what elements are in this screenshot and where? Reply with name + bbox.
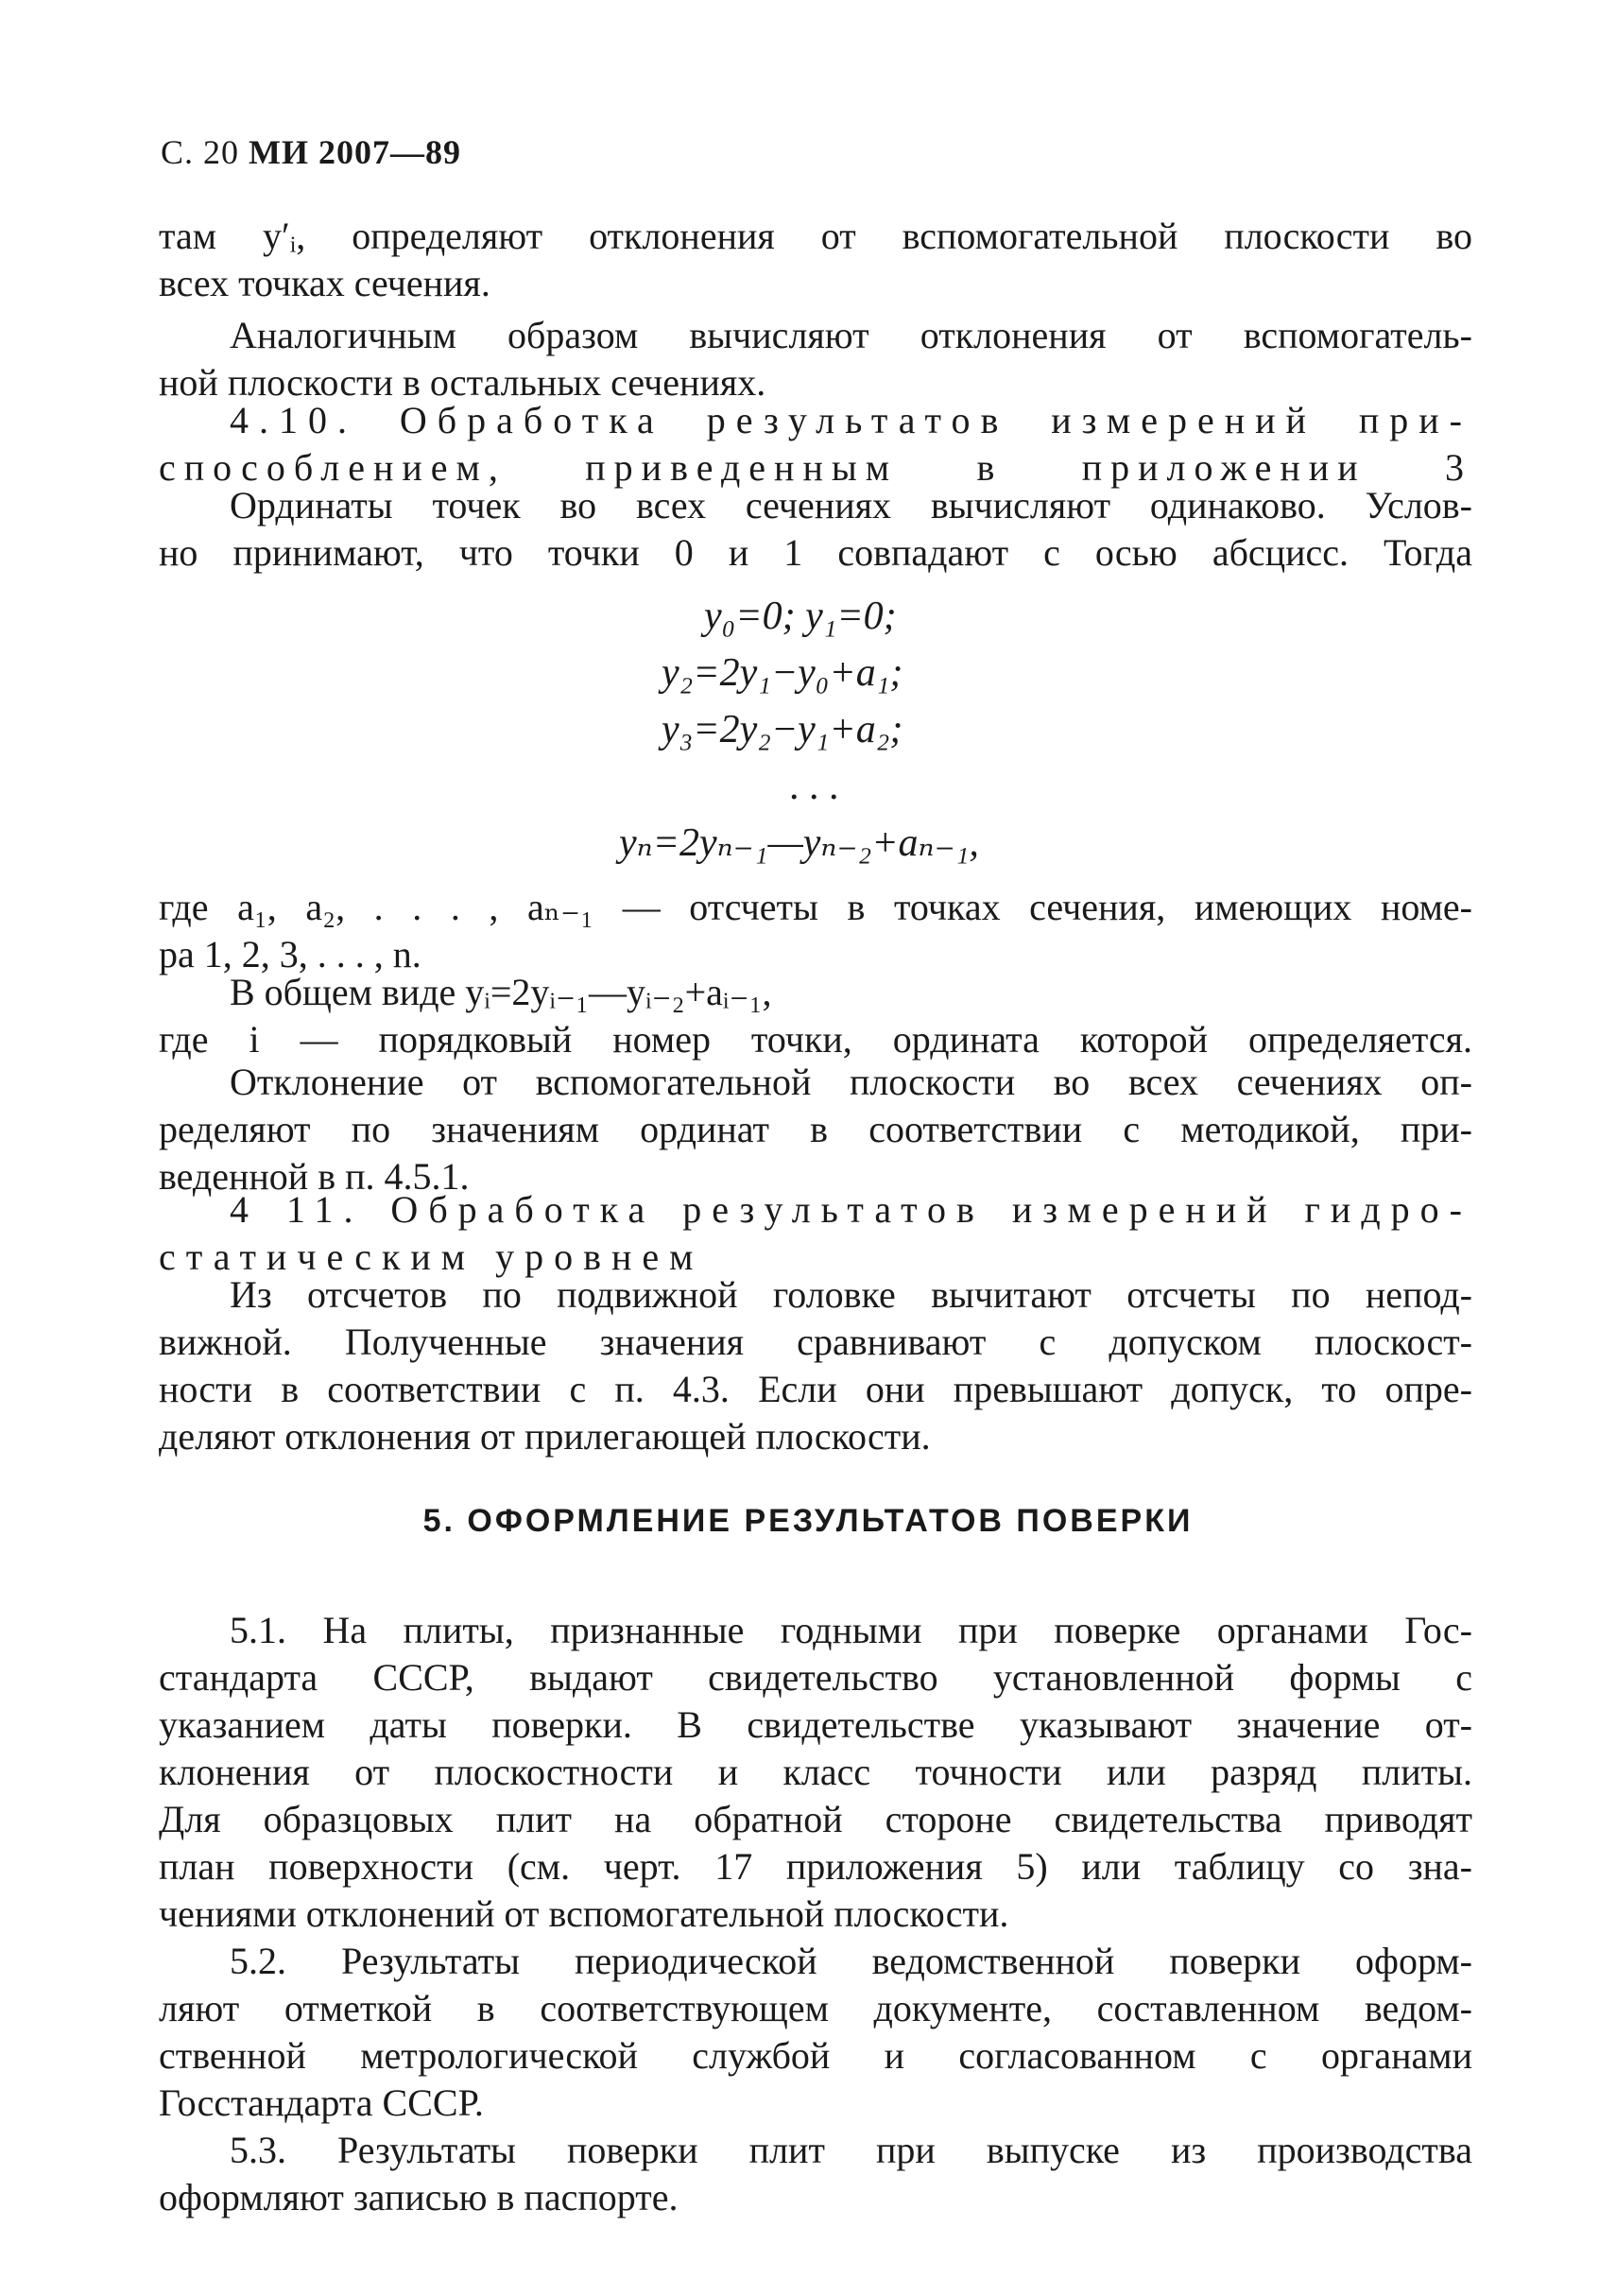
paragraph-4 [159,884,1472,978]
text-line: чениями отклонений от вспомогательной плоскости. [159,1892,1009,1935]
text-line: ляют отметкой в соответствующем документе, составленном ведом- [159,1987,1472,2029]
text-line: оформляют записью в паспорте. [159,2176,679,2218]
text-line: 5.3. Результаты поверки плит при выпуске из производства [230,2129,1472,2171]
text-line: Госстандарта СССР. [159,2081,484,2124]
page-number: С. 20 [161,133,240,171]
text-line: способлением, приведенным в приложении 3 [159,446,1472,489]
text-line: там y′ᵢ, определяют отклонения от вспомогательной плоскости во [159,215,1472,257]
text-line: ной плоскости в остальных сечениях. [159,361,766,404]
text-line: где a₁, a₂, . . . , aₙ₋₁ — отсчеты в точках сечения, имеющих номе- [159,886,1472,928]
paragraph-1 [159,213,1472,307]
text-line: деляют отклонения от прилегающей плоскости. [159,1415,931,1458]
text-line: ственной метрологической службой и согласованном с органами [159,2034,1472,2077]
text-line: клонения от плоскостности и класс точности или разряд плиты. [159,1751,1472,1793]
text-line: вижной. Полученные значения сравнивают с допуском плоскост- [159,1321,1472,1363]
paragraph-7 [159,1271,1472,1460]
text-line: Ординаты точек во всех сечениях вычисляют одинаково. Услов- [230,484,1472,527]
text-line: Из отсчетов по подвижной головке вычитают отсчеты по непод- [230,1273,1472,1316]
text-line: но принимают, что точки 0 и 1 совпадают с осью абсцисс. Тогда [159,531,1472,574]
formula-4: yₙ=2yₙ₋₁—yₙ₋₂+aₙ₋₁, [619,821,979,865]
paragraph-5 [159,969,1472,1063]
section-title: 5. ОФОРМЛЕНИЕ РЕЗУЛЬТАТОВ ПОВЕРКИ [422,1503,1194,1539]
text-line: указанием даты поверки. В свидетельстве указывают значение от- [159,1703,1472,1746]
formula-1: y₀=0; y₁=0; [704,595,897,638]
formula-ellipsis: . . . [789,765,839,808]
text-line: 5.2. Результаты периодической ведомственной поверки оформ- [230,1940,1472,1982]
text-line: 5.1. На плиты, признанные годными при поверке органами Гос- [230,1609,1472,1651]
text-line: ности в соответствии с п. 4.3. Если они превышают допуск, то опре- [159,1368,1472,1410]
text-line: стандарта СССР, выдают свидетельство установленной формы с [159,1656,1472,1699]
text-line: Отклонение от вспомогательной плоскости во всех сечениях оп- [230,1061,1472,1103]
page-header [161,132,461,172]
text-line: ра 1, 2, 3, . . . , n. [159,933,421,975]
paragraph-5-1 [159,1607,1472,1938]
text-line: ределяют по значениям ординат в соответствии с методикой, при- [159,1108,1472,1150]
subsection-4-10 [159,397,1472,492]
text-line: план поверхности (см. черт. 17 приложения 5) или таблицу со зна- [159,1845,1472,1888]
text-line: В общем виде yᵢ=2yᵢ₋₁—yᵢ₋₂+aᵢ₋₁, [230,971,772,1013]
paragraph-5-3 [159,2127,1472,2221]
paragraph-2 [159,312,1472,406]
formula-2: y₂=2y₁−y₀+a₁; [662,651,903,695]
text-line: статическим уровнем [159,1235,704,1278]
text-line: Аналогичным образом вычисляют отклонения от вспомогатель- [230,314,1472,356]
document-code: МИ 2007—89 [249,133,461,171]
text-line: 4 11. Обработка результатов измерений гидро- [230,1188,1472,1231]
text-line: всех точках сечения. [159,262,490,304]
text-line: где i — порядковый номер точки, ордината которой определяется. [159,1018,1472,1061]
paragraph-6 [159,1059,1472,1200]
text-line: веденной в п. 4.5.1. [159,1155,470,1198]
formula-3: y₃=2y₂−y₁+a₂; [662,708,903,751]
subsection-4-11 [159,1186,1472,1281]
text-line: Для образцовых плит на обратной стороне свидетельства приводят [159,1798,1472,1840]
paragraph-5-2 [159,1938,1472,2127]
text-line: 4.10. Обработка результатов измерений при- [230,399,1472,441]
paragraph-3 [159,482,1472,577]
